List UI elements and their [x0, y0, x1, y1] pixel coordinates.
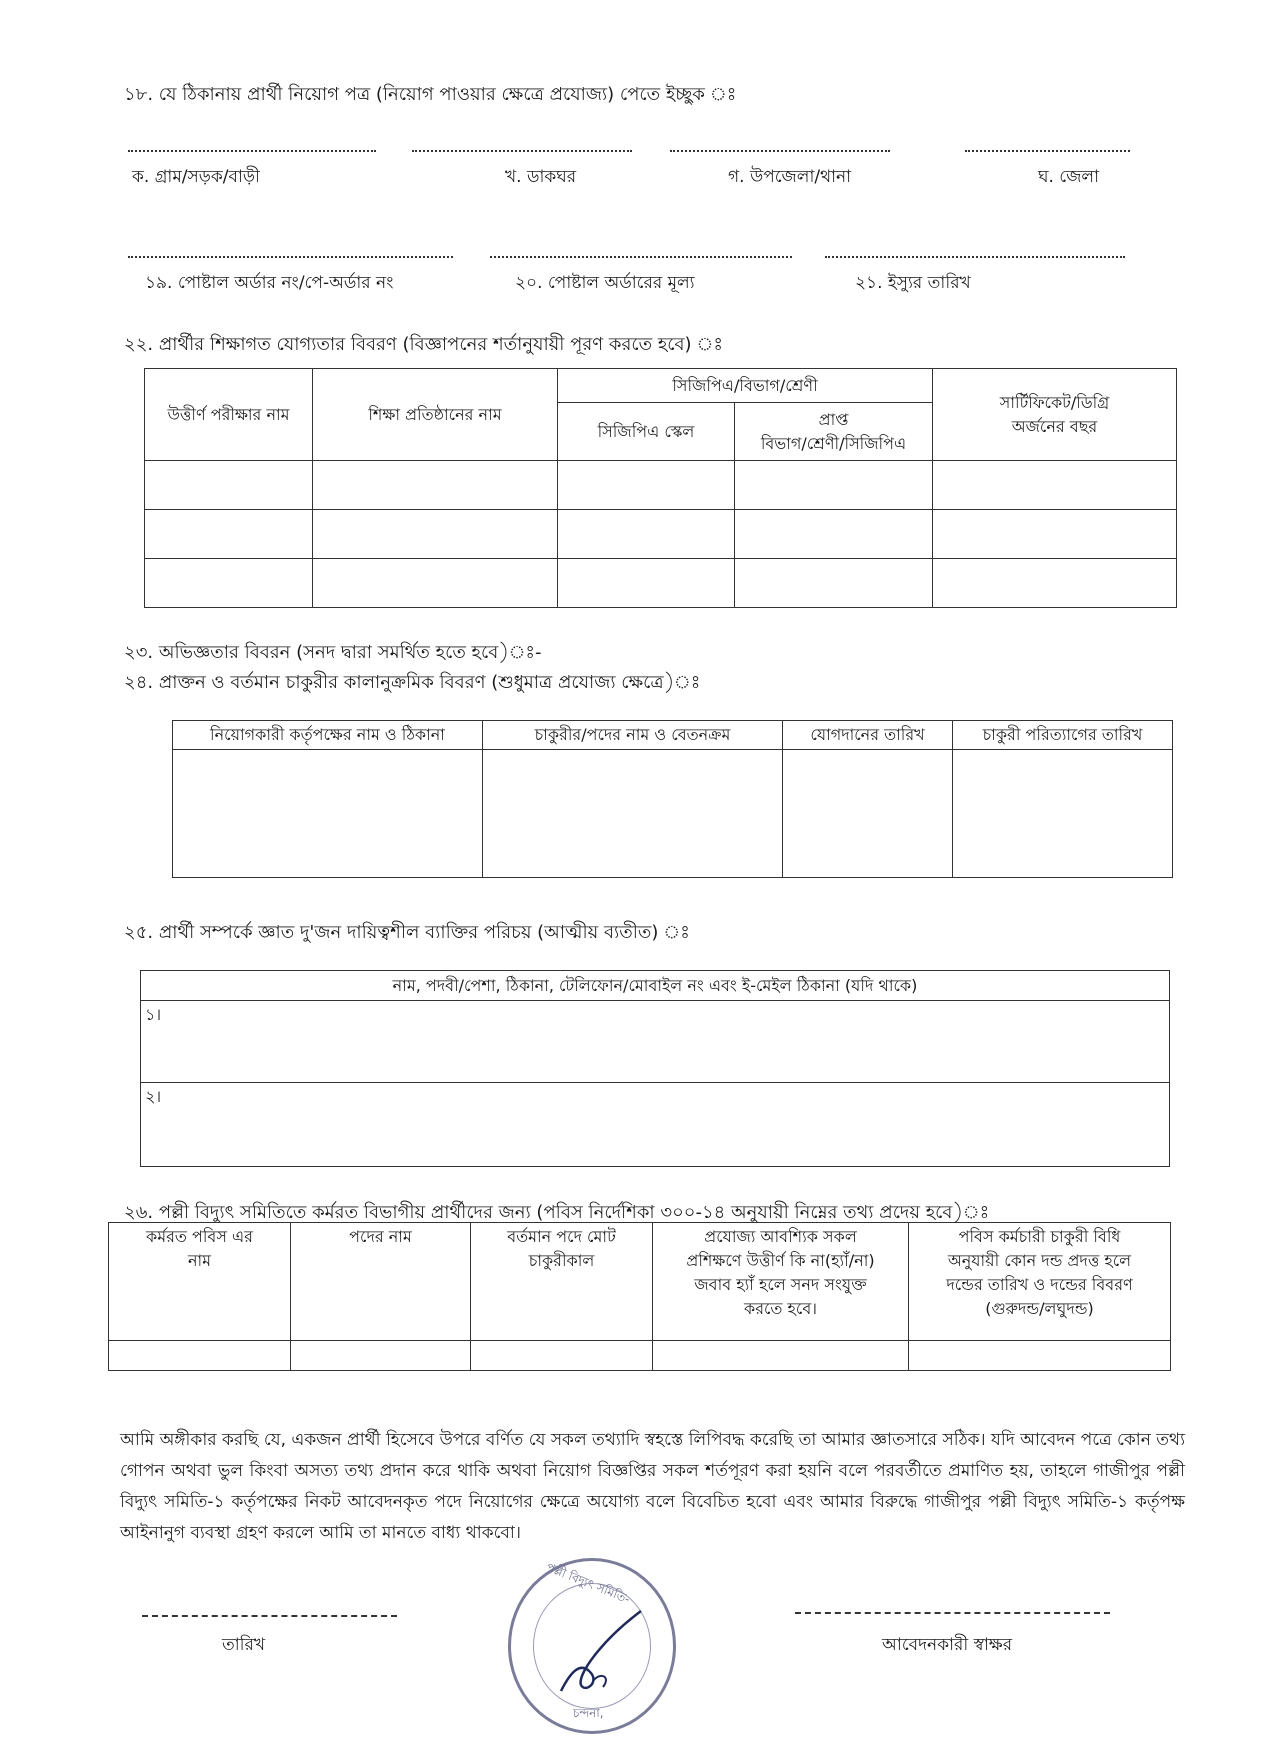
- header-year-line1: সার্টিফিকেট/ডিগ্রি: [999, 392, 1110, 412]
- header-punishment-line2: অনুযায়ী কোন দন্ড প্রদত্ত হলে: [947, 1251, 1132, 1270]
- education-table: [144, 368, 1177, 608]
- q25-title: ২৫. প্রার্থী সম্পর্কে জ্ঞাত দু'জন দায়িত্বশীল ব্যাক্তির পরিচয় (আত্মীয় ব্যতীত) ঃ: [124, 922, 690, 943]
- header-obtained-line2: বিভাগ/শ্রেণী/সিজিপিএ: [760, 433, 907, 453]
- employment-cell[interactable]: [783, 750, 953, 878]
- header-year: [933, 369, 1177, 461]
- q21-label: ২১. ইস্যুর তারিখ: [855, 273, 971, 293]
- q19-label: ১৯. পোষ্টাল অর্ডার নং/পে-অর্ডার নং: [145, 273, 394, 293]
- header-training: [653, 1223, 909, 1341]
- header-pbs-name-line1: কর্মরত পবিস এর: [146, 1227, 253, 1246]
- edu-cell[interactable]: [735, 559, 933, 608]
- q19-postal-order-line[interactable]: [128, 256, 453, 258]
- pbs-cell[interactable]: [291, 1341, 471, 1371]
- table-row: [145, 461, 1177, 510]
- date-signature-line[interactable]: [142, 1615, 397, 1617]
- applicant-signature-line[interactable]: [795, 1612, 1110, 1614]
- pbs-table: [108, 1222, 1171, 1371]
- date-label: তারিখ: [222, 1635, 266, 1655]
- employment-cell[interactable]: [173, 750, 483, 878]
- header-pbs-name: [109, 1223, 291, 1341]
- header-employer: নিয়োগকারী কর্তৃপক্ষের নাম ও ঠিকানা: [173, 721, 483, 750]
- edu-cell[interactable]: [558, 461, 735, 510]
- header-obtained: [735, 403, 933, 461]
- reference-2[interactable]: [141, 1083, 1170, 1167]
- q22-title: ২২. প্রার্থীর শিক্ষাগত যোগ্যতার বিবরণ (বিজ্ঞাপনের শর্তানুযায়ী পূরণ করতে হবে) ঃ: [124, 334, 723, 355]
- header-training-line4: করতে হবে।: [744, 1299, 817, 1318]
- seal-bottom-text: চন্দনা,: [573, 1706, 604, 1720]
- q23-title: ২৩. অভিজ্ঞতার বিবরন (সনদ দ্বারা সমর্থিত হতে হবে)ঃ-: [124, 642, 542, 663]
- reference-2-number: ২।: [145, 1087, 162, 1106]
- edu-cell[interactable]: [933, 559, 1177, 608]
- q21-issue-date-line[interactable]: [825, 256, 1125, 258]
- header-training-line3: জবাব হ্যাঁ হলে সনদ সংযুক্ত: [694, 1275, 867, 1294]
- q18-upazila-line[interactable]: [670, 150, 890, 152]
- edu-cell[interactable]: [313, 461, 558, 510]
- edu-cell[interactable]: [313, 559, 558, 608]
- q18-upazila-label: গ. উপজেলা/থানা: [728, 167, 852, 187]
- table-row: [141, 1001, 1170, 1083]
- q18-postoffice-label: খ. ডাকঘর: [505, 167, 577, 187]
- seal-top-text: পল্লী বিদ্যুৎ সমিতি-: [544, 1560, 632, 1607]
- edu-cell[interactable]: [145, 510, 313, 559]
- q18-district-label: ঘ. জেলা: [1038, 167, 1100, 187]
- header-service-line2: চাকুরীকাল: [528, 1251, 595, 1270]
- q18-title: ১৮. যে ঠিকানায় প্রার্থী নিয়োগ পত্র (নিয়োগ পাওয়ার ক্ষেত্রে প্রযোজ্য) পেতে ইচ্ছুক ঃ: [124, 84, 737, 105]
- header-cgpa-scale: সিজিপিএ স্কেল: [558, 403, 735, 461]
- q20-postal-value-line[interactable]: [490, 256, 792, 258]
- employment-cell[interactable]: [953, 750, 1173, 878]
- pbs-cell[interactable]: [109, 1341, 291, 1371]
- edu-cell[interactable]: [735, 461, 933, 510]
- references-table: [140, 970, 1170, 1167]
- reference-1[interactable]: [141, 1001, 1170, 1083]
- table-row: [145, 510, 1177, 559]
- header-punishment-line4: (গুরুদন্ড/লঘুদন্ড): [985, 1299, 1094, 1318]
- edu-cell[interactable]: [933, 461, 1177, 510]
- table-row: [145, 559, 1177, 608]
- header-service-length: [471, 1223, 653, 1341]
- pbs-cell[interactable]: [471, 1341, 653, 1371]
- header-cgpa-group: সিজিপিএ/বিভাগ/শ্রেণী: [558, 369, 933, 403]
- pbs-cell[interactable]: [909, 1341, 1171, 1371]
- edu-cell[interactable]: [933, 510, 1177, 559]
- header-exam-name: উত্তীর্ণ পরীক্ষার নাম: [145, 369, 313, 461]
- header-punishment: [909, 1223, 1171, 1341]
- header-obtained-line1: প্রাপ্ত: [818, 409, 849, 429]
- header-leave-date: চাকুরী পরিত্যাগের তারিখ: [953, 721, 1173, 750]
- header-pbs-name-line2: নাম: [187, 1251, 212, 1270]
- pbs-cell[interactable]: [653, 1341, 909, 1371]
- q18-postoffice-line[interactable]: [412, 150, 632, 152]
- header-join-date: যোগদানের তারিখ: [783, 721, 953, 750]
- q18-village-label: ক. গ্রাম/সড়ক/বাড়ী: [132, 167, 260, 187]
- header-post-pay: চাকুরীর/পদের নাম ও বেতনক্রম: [483, 721, 783, 750]
- edu-cell[interactable]: [145, 461, 313, 510]
- edu-cell[interactable]: [558, 510, 735, 559]
- header-punishment-line1: পবিস কর্মচারী চাকুরী বিধি: [958, 1227, 1121, 1246]
- table-row: [141, 1083, 1170, 1167]
- header-training-line1: প্রযোজ্য আবশ্যিক সকল: [704, 1227, 857, 1246]
- header-institution: শিক্ষা প্রতিষ্ঠানের নাম: [313, 369, 558, 461]
- table-row: [109, 1341, 1171, 1371]
- header-post-name-line1: পদের নাম: [349, 1227, 412, 1246]
- header-post-name: [291, 1223, 471, 1341]
- office-seal: [508, 1558, 676, 1734]
- edu-cell[interactable]: [145, 559, 313, 608]
- applicant-signature-label: আবেদনকারী স্বাক্ষর: [882, 1635, 1013, 1655]
- q18-village-line[interactable]: [128, 150, 376, 152]
- signature-scribble-icon: [541, 1601, 651, 1711]
- q26-title: ২৬. পল্লী বিদ্যুৎ সমিতিতে কর্মরত বিভাগীয় প্রার্থীদের জন্য (পবিস নির্দেশিকা ৩০০-১৪ অনুযায়ী নিম্নের তথ্য প্রদেয় হবে)ঃ: [124, 1202, 990, 1223]
- header-training-line2: প্রশিক্ষণে উত্তীর্ণ কি না(হ্যাঁ/না): [686, 1251, 875, 1270]
- header-punishment-line3: দন্ডের তারিখ ও দন্ডের বিবরণ: [946, 1275, 1133, 1294]
- header-reference: নাম, পদবী/পেশা, ঠিকানা, টেলিফোন/মোবাইল নং এবং ই-মেইল ঠিকানা (যদি থাকে): [141, 971, 1170, 1001]
- edu-cell[interactable]: [735, 510, 933, 559]
- q24-title: ২৪. প্রাক্তন ও বর্তমান চাকুরীর কালানুক্রমিক বিবরণ (শুধুমাত্র প্রযোজ্য ক্ষেত্রে)ঃ: [124, 672, 701, 693]
- q20-label: ২০. পোষ্টাল অর্ডারের মূল্য: [515, 273, 695, 293]
- employment-table: [172, 720, 1173, 878]
- header-year-line2: অর্জনের বছর: [1011, 416, 1098, 436]
- reference-1-number: ১।: [145, 1005, 162, 1024]
- employment-cell[interactable]: [483, 750, 783, 878]
- edu-cell[interactable]: [558, 559, 735, 608]
- table-row: [173, 750, 1173, 878]
- header-service-line1: বর্তমান পদে মোট: [507, 1227, 616, 1246]
- declaration-paragraph: আমি অঙ্গীকার করছি যে, একজন প্রার্থী হিসেবে উপরে বর্ণিত যে সকল তথ্যাদি স্বহস্তে লিপিবদ্ধ করেছি তা আমার জ্ঞাতসারে সঠিক। যদি আবেদন পত্রে কোন তথ্য গোপন অথবা ভুল কিংবা অসত্য তথ্য প্রদান করে থাকি অথবা নিয়োগ বিজ্ঞপ্তির সকল শর্তপূরণ করা হয়নি বলে পরবর্তীতে প্রমাণিত হয়, তাহলে গাজীপুর পল্লী বিদ্যুৎ সমিতি-১ কর্তৃপক্ষের নিকট আবেদনকৃত পদে নিয়োগের ক্ষেত্রে অযোগ্য বলে বিবেচিত হবো এবং আমার বিরুদ্ধে গাজীপুর পল্লী বিদ্যুৎ সমিতি-১ কর্তৃপক্ষ আইনানুগ ব্যবস্থা গ্রহণ করলে আমি তা মানতে বাধ্য থাকবো।: [120, 1430, 1185, 1543]
- edu-cell[interactable]: [313, 510, 558, 559]
- q18-district-line[interactable]: [965, 150, 1130, 152]
